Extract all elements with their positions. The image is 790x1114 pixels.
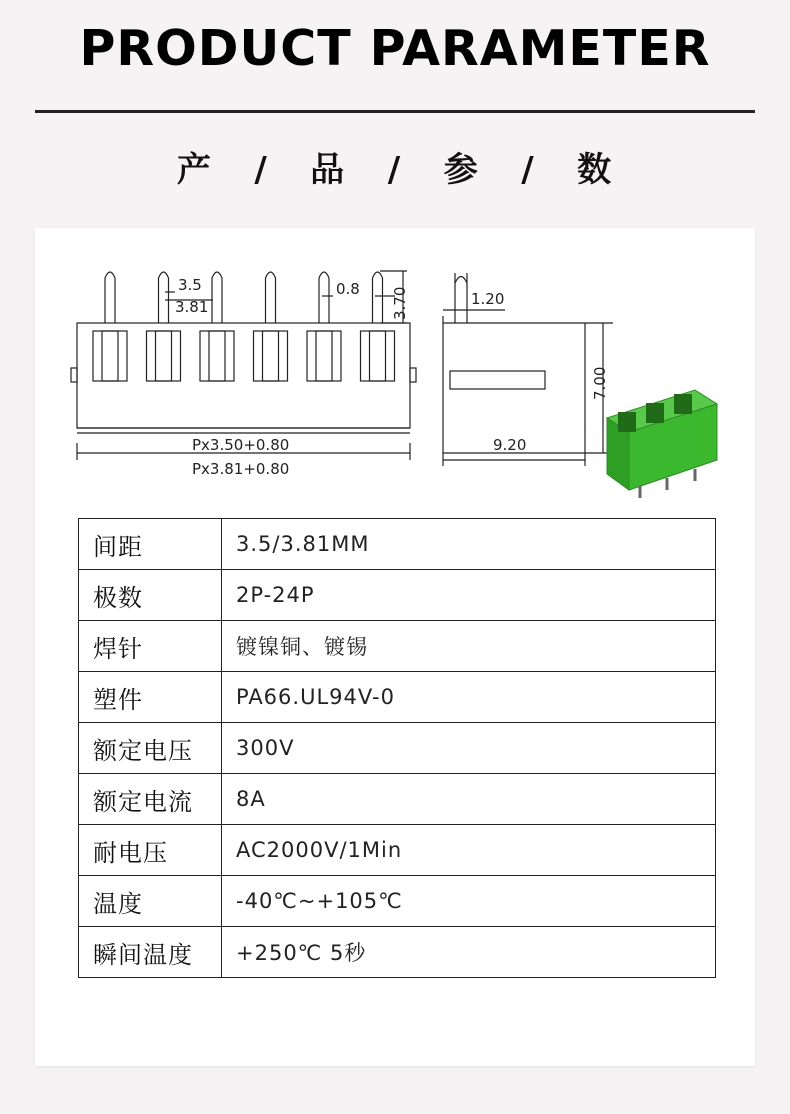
- spec-row: [79, 519, 716, 570]
- slot-inner-4: [263, 331, 279, 381]
- spec-value: 2P-24P: [222, 570, 716, 621]
- spec-key: 额定电压: [79, 723, 222, 774]
- spec-key: 瞬间温度: [79, 927, 222, 978]
- spec-value: +250℃ 5秒: [222, 927, 716, 978]
- slot-inner-5: [316, 331, 332, 381]
- spec-value: -40℃~+105℃: [222, 876, 716, 927]
- spec-value: AC2000V/1Min: [222, 825, 716, 876]
- page-title: PRODUCT PARAMETER: [79, 20, 711, 77]
- dim-pin-height: 3.70: [391, 286, 409, 320]
- spec-value: PA66.UL94V-0: [222, 672, 716, 723]
- spec-row: [79, 825, 716, 876]
- spec-value: 8A: [222, 774, 716, 825]
- spec-key: 额定电流: [79, 774, 222, 825]
- pin-6: [373, 272, 383, 323]
- spec-value: 3.5/3.81MM: [222, 519, 716, 570]
- dim-pitch-a: 3.5: [178, 276, 202, 294]
- slot-6: [361, 331, 395, 381]
- spec-key: 耐电压: [79, 825, 222, 876]
- drawing-svg: [35, 228, 755, 518]
- dim-height: 7.00: [591, 366, 609, 400]
- dim-length-b: Px3.81+0.80: [192, 460, 290, 478]
- spec-key: 极数: [79, 570, 222, 621]
- dim-pin-width: 0.8: [336, 280, 360, 298]
- pin-5: [319, 272, 329, 323]
- slot-2: [147, 331, 181, 381]
- page-subtitle: 产 / 品 / 参 / 数: [176, 150, 614, 190]
- spec-value: 300V: [222, 723, 716, 774]
- dim-length-a: Px3.50+0.80: [192, 436, 290, 454]
- spec-row: [79, 723, 716, 774]
- title-divider: [35, 110, 755, 113]
- spec-key: 温度: [79, 876, 222, 927]
- spec-value: 镀镍铜、镀锡: [222, 621, 716, 672]
- technical-drawing: [35, 228, 755, 518]
- spec-row: [79, 621, 716, 672]
- spec-key: 焊针: [79, 621, 222, 672]
- spec-row: [79, 570, 716, 621]
- slot-inner-1: [102, 331, 118, 381]
- pin-2: [159, 272, 169, 323]
- spec-row: [79, 672, 716, 723]
- slot-5: [307, 331, 341, 381]
- pin-4: [266, 272, 276, 323]
- pin-3: [212, 272, 222, 323]
- slot-1: [93, 331, 127, 381]
- spec-key: 间距: [79, 519, 222, 570]
- slot-inner-6: [370, 331, 386, 381]
- spec-row: [79, 774, 716, 825]
- spec-table: [78, 518, 716, 978]
- slot-inner-2: [156, 331, 172, 381]
- slot-inner-3: [209, 331, 225, 381]
- spec-row: [79, 927, 716, 978]
- pin-1: [105, 272, 115, 323]
- dim-depth: 9.20: [493, 436, 527, 454]
- slot-4: [254, 331, 288, 381]
- parameter-card: [35, 228, 755, 1066]
- dim-pitch-b: 3.81: [175, 298, 209, 316]
- slot-3: [200, 331, 234, 381]
- spec-row: [79, 876, 716, 927]
- terminal-block-image: [607, 390, 717, 498]
- dim-pin-offset: 1.20: [471, 290, 505, 308]
- spec-key: 塑件: [79, 672, 222, 723]
